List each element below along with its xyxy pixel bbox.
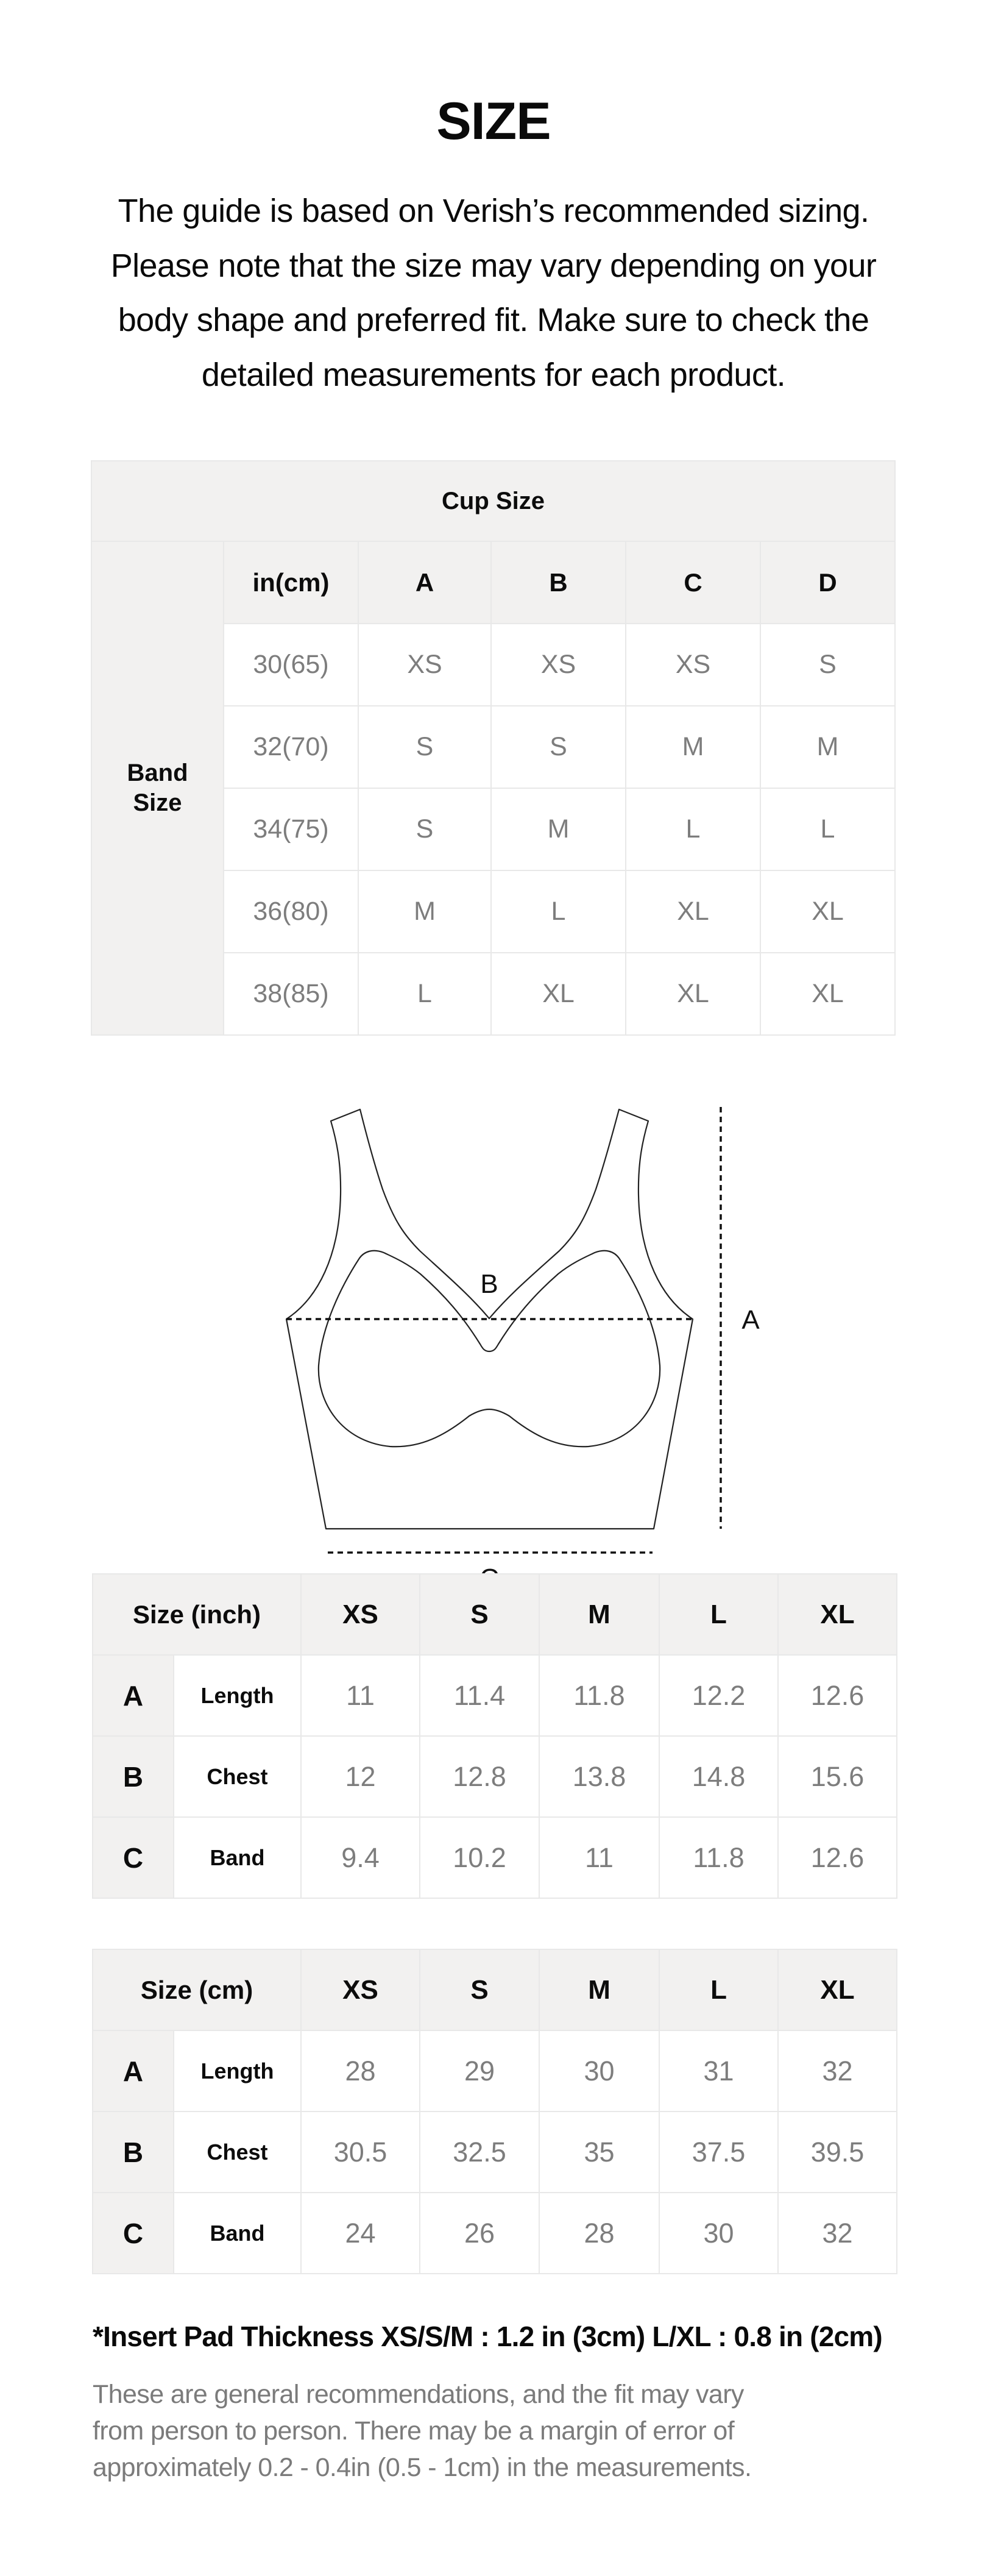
measure-value: 30.5 — [301, 2112, 420, 2193]
size-cell: XS — [491, 624, 626, 706]
measure-value: 32 — [778, 2030, 897, 2112]
band-value: 38(85) — [224, 953, 358, 1035]
size-cell: M — [358, 870, 491, 953]
measure-value: 15.6 — [778, 1736, 897, 1817]
band-value: 30(65) — [224, 624, 358, 706]
measure-value: 12.2 — [659, 1655, 778, 1736]
disclaimer-line: These are general recommendations, and the fit may vary — [93, 2380, 744, 2409]
measure-value: 28 — [301, 2030, 420, 2112]
cup-column-header: A — [358, 541, 491, 624]
measure-value: 12.6 — [778, 1655, 897, 1736]
measure-value: 14.8 — [659, 1736, 778, 1817]
size-column-header: M — [539, 1949, 659, 2030]
measure-value: 12.6 — [778, 1817, 897, 1898]
measure-label: Band — [174, 2193, 301, 2274]
table-row — [93, 1817, 897, 1898]
measure-letter: A — [93, 1655, 174, 1736]
measure-value: 10.2 — [420, 1817, 539, 1898]
size-column-header: XL — [778, 1949, 897, 2030]
measure-value: 11.8 — [659, 1817, 778, 1898]
size-cell: XL — [760, 953, 895, 1035]
table-row — [93, 2112, 897, 2193]
size-cell: S — [760, 624, 895, 706]
table-row — [93, 1655, 897, 1736]
cup-size-header: Cup Size — [91, 461, 895, 541]
measure-value: 11.8 — [539, 1655, 659, 1736]
table-header-row — [91, 541, 895, 624]
measure-value: 24 — [301, 2193, 420, 2274]
size-cell: XL — [626, 870, 760, 953]
measure-label: Chest — [174, 1736, 301, 1817]
measure-letter: A — [93, 2030, 174, 2112]
size-cell: S — [358, 706, 491, 788]
intro-line: detailed measurements for each product. — [201, 356, 786, 393]
cm-measurement-table — [92, 1949, 897, 2274]
table-header-row — [91, 461, 895, 541]
measure-value: 30 — [659, 2193, 778, 2274]
disclaimer-line: from person to person. There may be a margin of error of — [93, 2416, 735, 2446]
size-cell: M — [626, 706, 760, 788]
fit-disclaimer — [93, 2376, 860, 2486]
page-title: SIZE — [436, 92, 551, 151]
measure-value: 9.4 — [301, 1817, 420, 1898]
size-cell: L — [358, 953, 491, 1035]
size-cell: XL — [760, 870, 895, 953]
size-column-header: L — [659, 1949, 778, 2030]
unit-header: Size (inch) — [93, 1574, 301, 1655]
intro-line: Please note that the size may vary depending on your — [110, 247, 877, 284]
measure-letter: B — [93, 1736, 174, 1817]
chest-label-b: B — [480, 1269, 498, 1299]
size-column-header: L — [659, 1574, 778, 1655]
measure-label: Chest — [174, 2112, 301, 2193]
size-cell: M — [491, 788, 626, 870]
intro-paragraph — [79, 184, 908, 402]
size-cell: XS — [626, 624, 760, 706]
size-cell: XL — [491, 953, 626, 1035]
size-column-header: S — [420, 1949, 539, 2030]
garment-outline-icon — [286, 1109, 693, 1529]
size-cell: L — [760, 788, 895, 870]
measure-letter: C — [93, 1817, 174, 1898]
table-row — [93, 1736, 897, 1817]
cup-column-header: C — [626, 541, 760, 624]
size-cell: XS — [358, 624, 491, 706]
measure-letter: C — [93, 2193, 174, 2274]
band-value: 34(75) — [224, 788, 358, 870]
measure-letter: B — [93, 2112, 174, 2193]
measure-value: 32 — [778, 2193, 897, 2274]
insert-pad-note: *Insert Pad Thickness XS/S/M : 1.2 in (3cm) L/XL : 0.8 in (2cm) — [93, 2321, 882, 2352]
disclaimer-line: approximately 0.2 - 0.4in (0.5 - 1cm) in the measurements. — [93, 2453, 752, 2482]
size-cell: XL — [626, 953, 760, 1035]
length-label-a: A — [741, 1305, 760, 1335]
size-cell: L — [491, 870, 626, 953]
intro-line: body shape and preferred fit. Make sure to check the — [118, 302, 869, 338]
size-column-header: M — [539, 1574, 659, 1655]
band-value: 36(80) — [224, 870, 358, 953]
measure-label: Band — [174, 1817, 301, 1898]
measure-value: 35 — [539, 2112, 659, 2193]
measure-value: 29 — [420, 2030, 539, 2112]
size-cell: L — [626, 788, 760, 870]
measure-value: 37.5 — [659, 2112, 778, 2193]
size-column-header: XS — [301, 1949, 420, 2030]
measure-value: 32.5 — [420, 2112, 539, 2193]
measure-value: 26 — [420, 2193, 539, 2274]
size-cell: S — [491, 706, 626, 788]
measure-value: 12.8 — [420, 1736, 539, 1817]
size-column-header: XS — [301, 1574, 420, 1655]
inch-measurement-table — [92, 1573, 897, 1899]
unit-header: Size (cm) — [93, 1949, 301, 2030]
cup-column-header: B — [491, 541, 626, 624]
measure-value: 30 — [539, 2030, 659, 2112]
measure-value: 31 — [659, 2030, 778, 2112]
measure-value: 12 — [301, 1736, 420, 1817]
table-header-row — [93, 1574, 897, 1655]
measure-value: 39.5 — [778, 2112, 897, 2193]
size-column-header: XL — [778, 1574, 897, 1655]
cup-column-header: D — [760, 541, 895, 624]
measure-value: 11 — [539, 1817, 659, 1898]
unit-header: in(cm) — [224, 541, 358, 624]
measure-value: 13.8 — [539, 1736, 659, 1817]
measure-value: 11 — [301, 1655, 420, 1736]
measure-label: Length — [174, 2030, 301, 2112]
intro-line: The guide is based on Verish’s recommended sizing. — [118, 193, 869, 229]
size-column-header: S — [420, 1574, 539, 1655]
cup-band-size-table — [91, 460, 896, 1036]
measure-value: 11.4 — [420, 1655, 539, 1736]
table-row — [93, 2193, 897, 2274]
measure-value: 28 — [539, 2193, 659, 2274]
size-cell: S — [358, 788, 491, 870]
measure-label: Length — [174, 1655, 301, 1736]
band-size-header: Band Size — [91, 541, 224, 1035]
size-cell: M — [760, 706, 895, 788]
band-value: 32(70) — [224, 706, 358, 788]
table-header-row — [93, 1949, 897, 2030]
table-row — [93, 2030, 897, 2112]
